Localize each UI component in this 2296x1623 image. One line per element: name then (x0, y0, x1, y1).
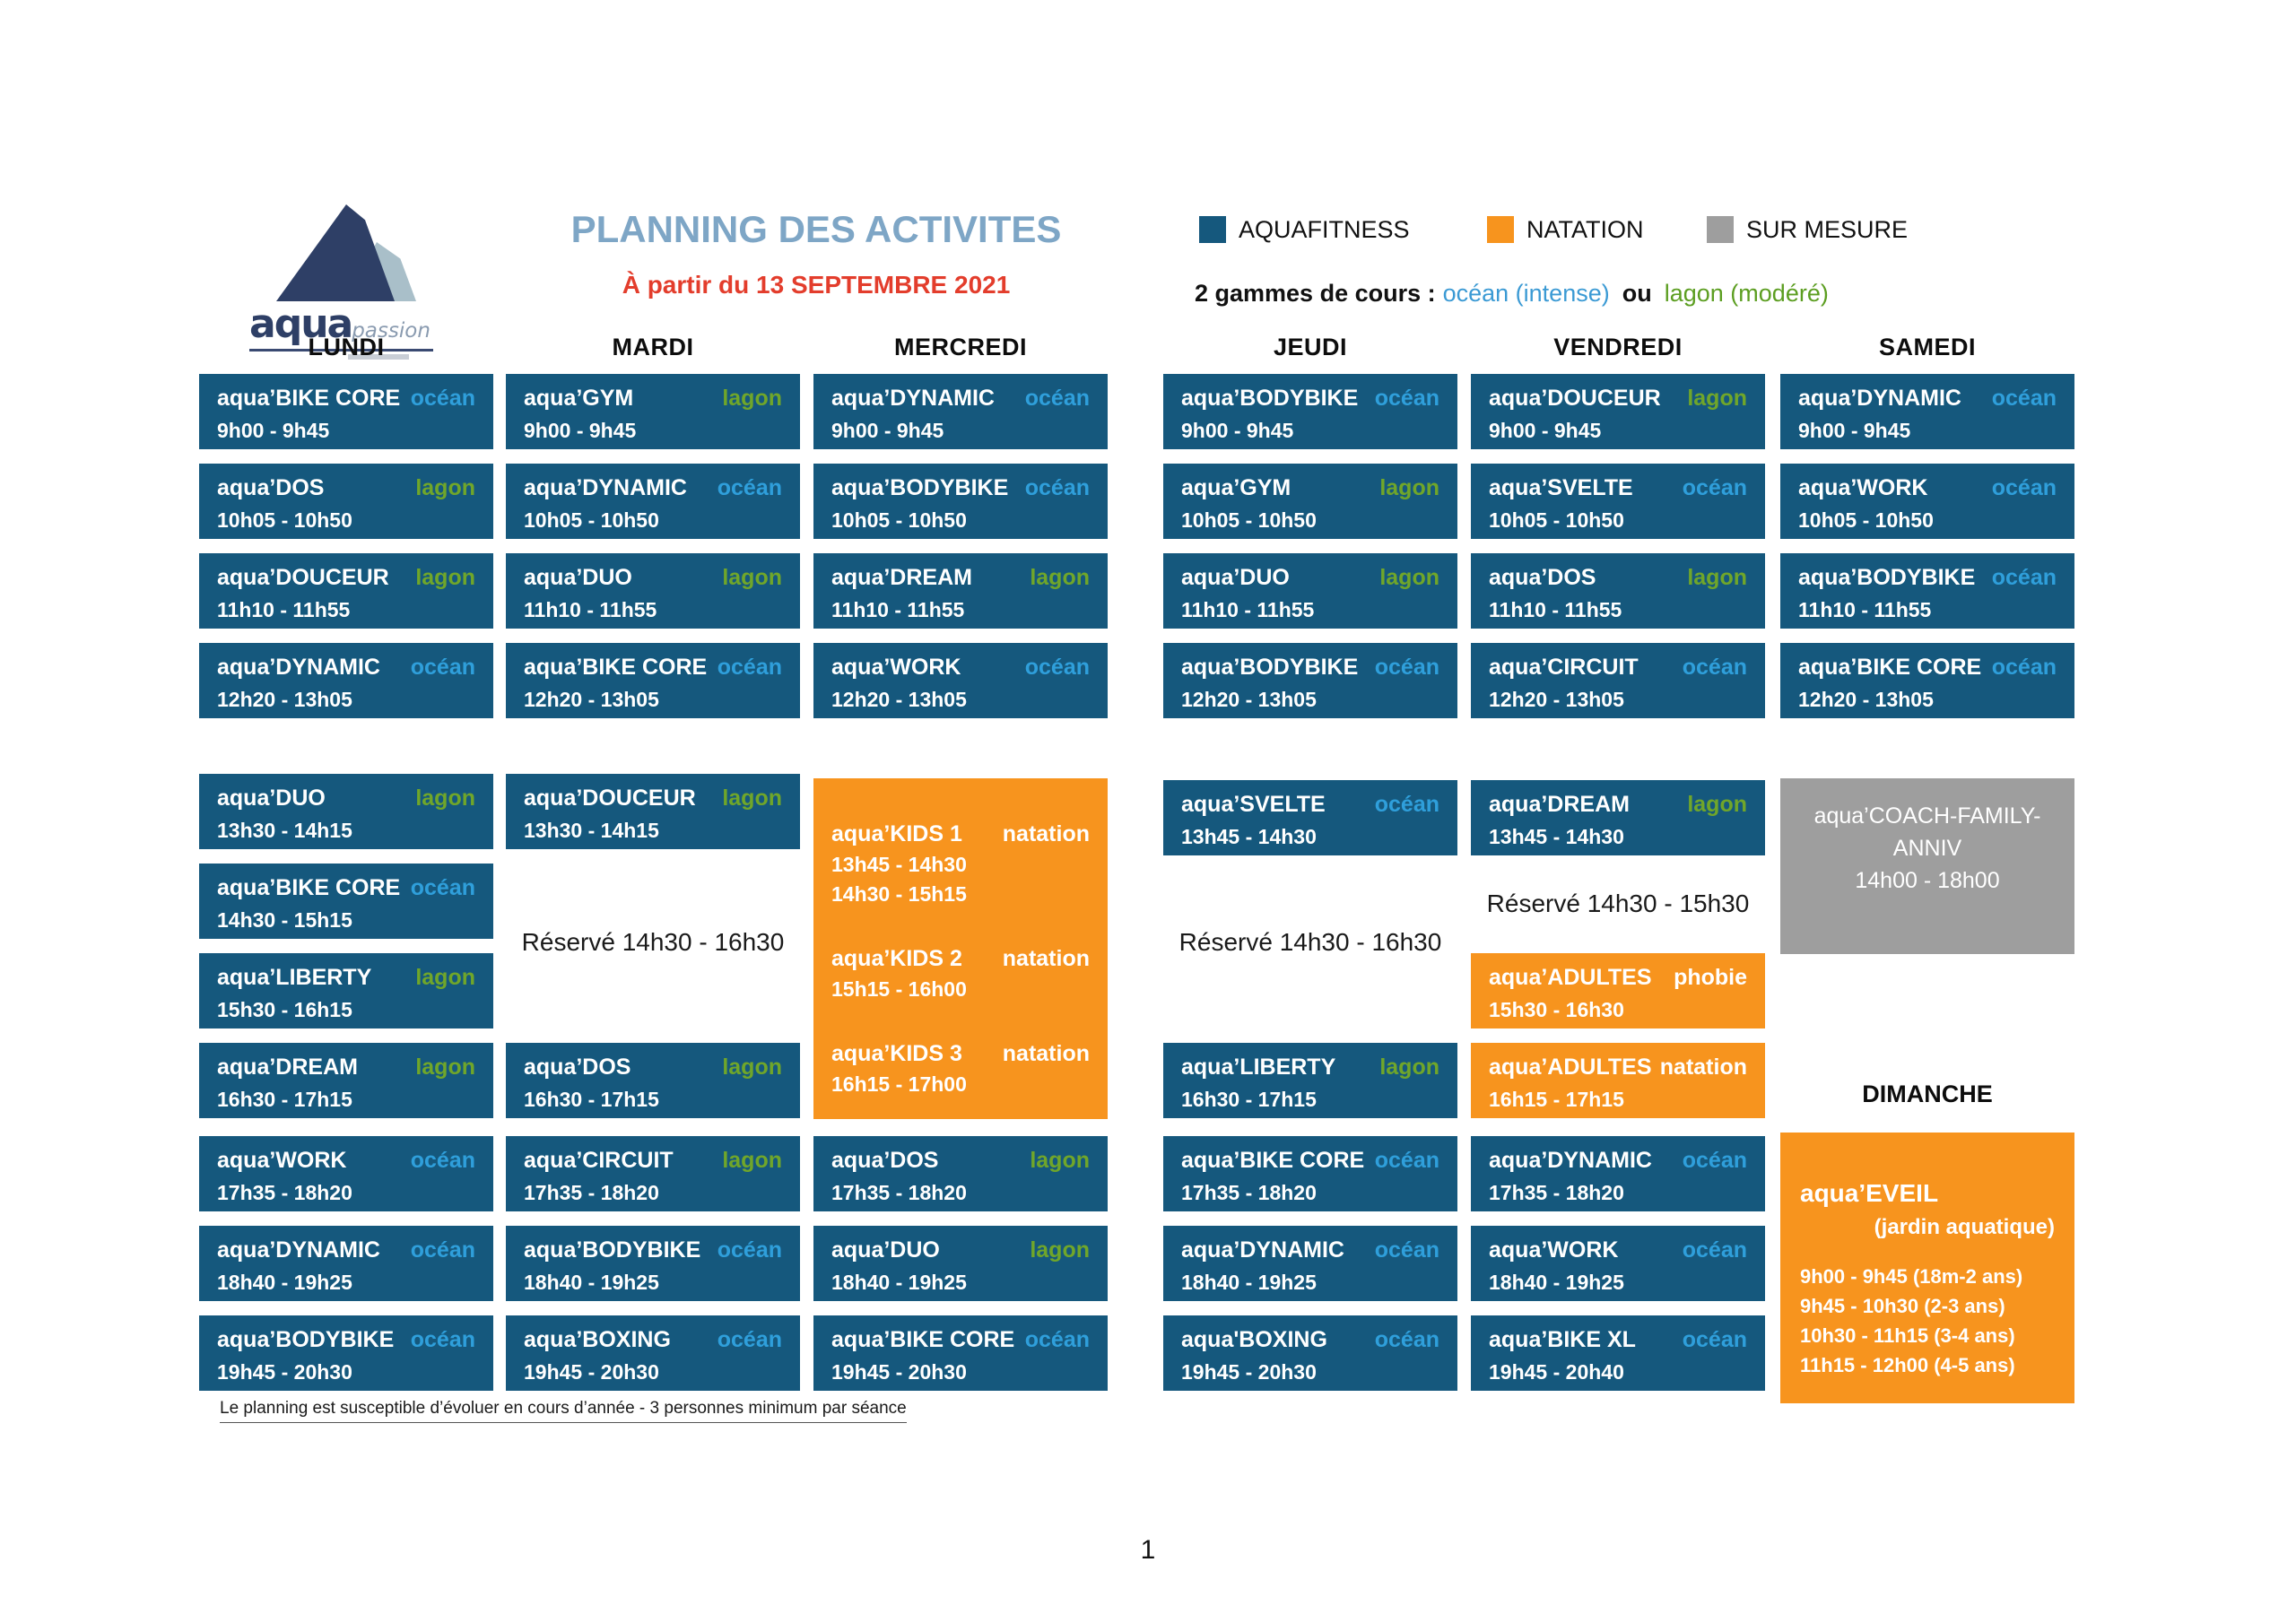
class-intensity-tag: océan (1991, 565, 2057, 590)
class-time: 13h45 - 14h30 (1181, 825, 1317, 848)
class-block (199, 1226, 493, 1301)
class-intensity-tag: océan (1024, 1327, 1090, 1352)
reserved-note: Réservé 14h30 - 16h30 (521, 928, 785, 956)
page-subtitle: À partir du 13 SEPTEMBRE 2021 (622, 271, 1011, 299)
class-block (506, 1226, 800, 1301)
class-name: aqua’LIBERTY (1181, 1055, 1336, 1080)
sur-mesure-color-swatch (1707, 216, 1734, 243)
class-time: 13h30 - 14h15 (524, 819, 659, 842)
legend-label: AQUAFITNESS (1239, 215, 1410, 243)
class-time: 16h15 - 17h15 (1489, 1088, 1624, 1111)
class-name: aqua’DREAM (217, 1055, 358, 1080)
class-name: aqua’KIDS 1 (831, 821, 962, 846)
class-name: aqua’BODYBIKE (1798, 565, 1976, 590)
class-name: aqua’WORK (1798, 475, 1928, 500)
class-time: 11h10 - 11h55 (524, 598, 657, 621)
class-name: aqua’BIKE CORE (217, 875, 401, 900)
class-name: aqua’BOXING (524, 1327, 671, 1352)
logo-wave-icon (265, 204, 431, 301)
class-block (506, 774, 800, 849)
day-header-dimanche: DIMANCHE (1862, 1081, 1993, 1107)
class-intensity-tag: océan (1024, 655, 1090, 680)
class-block (1163, 1043, 1457, 1118)
class-time: 11h10 - 11h55 (1798, 598, 1932, 621)
class-intensity-tag: océan (410, 1327, 475, 1352)
kids-entry (813, 1041, 1108, 1097)
class-time: 9h00 - 9h45 (18m-2 ans) (1800, 1265, 2023, 1288)
class-block (1471, 553, 1765, 629)
class-block (1780, 464, 2074, 539)
eveil-times (1800, 1262, 2055, 1380)
class-time: 13h45 - 14h30 (831, 853, 967, 876)
class-name: aqua’CIRCUIT (524, 1148, 674, 1173)
class-block (506, 1136, 800, 1211)
gammes-line (1195, 280, 1829, 308)
class-name: aqua’BODYBIKE (1181, 655, 1359, 680)
class-name: aqua’DUO (217, 785, 326, 811)
class-time: 12h20 - 13h05 (831, 688, 967, 711)
class-block (1471, 643, 1765, 718)
class-intensity-tag: lagon (1687, 386, 1747, 411)
class-intensity-tag: lagon (1030, 565, 1090, 590)
class-name: aqua’DYNAMIC (217, 655, 380, 680)
class-intensity-tag: lagon (415, 475, 475, 500)
aquafitness-color-swatch (1199, 216, 1226, 243)
gammes-prefix: 2 gammes de cours : (1195, 280, 1436, 307)
class-block (1163, 643, 1457, 718)
class-name: aqua’LIBERTY (217, 965, 372, 990)
class-intensity-tag: lagon (415, 565, 475, 590)
class-intensity-tag: lagon (722, 785, 782, 811)
class-time: 15h30 - 16h30 (1489, 998, 1624, 1021)
class-intensity-tag: océan (1374, 386, 1439, 411)
class-name: aqua’BIKE CORE (524, 655, 708, 680)
class-name: aqua’SVELTE (1181, 792, 1326, 817)
class-intensity-tag: lagon (722, 565, 782, 590)
class-block (506, 1315, 800, 1391)
class-block (1471, 1315, 1765, 1391)
day-header-lundi: LUNDI (308, 334, 385, 360)
eveil-block (1780, 1133, 2074, 1403)
class-intensity-tag: océan (1991, 475, 2057, 500)
class-intensity-tag: océan (1374, 792, 1439, 817)
class-block (199, 1315, 493, 1391)
class-name: aqua’DOS (217, 475, 325, 500)
class-block (1780, 553, 2074, 629)
class-intensity-tag: lagon (722, 1148, 782, 1173)
class-name: aqua’DOUCEUR (1489, 386, 1661, 411)
class-block (813, 1136, 1108, 1211)
class-name: aqua’DYNAMIC (217, 1237, 380, 1263)
class-time: 17h35 - 18h20 (524, 1181, 659, 1204)
class-block (813, 643, 1108, 718)
class-block (813, 1226, 1108, 1301)
class-intensity-tag: lagon (1030, 1237, 1090, 1263)
page-title: PLANNING DES ACTIVITES (570, 208, 1062, 250)
class-name: aqua’DREAM (831, 565, 972, 590)
day-header-mardi: MARDI (612, 334, 694, 360)
class-time: 11h10 - 11h55 (831, 598, 965, 621)
class-block (813, 464, 1108, 539)
class-block (199, 464, 493, 539)
class-time: 14h30 - 15h15 (217, 908, 352, 932)
class-time: 18h40 - 19h25 (524, 1271, 659, 1294)
class-time: 15h30 - 16h15 (217, 998, 352, 1021)
gammes-ocean: océan (intense) (1442, 280, 1610, 307)
class-name: aqua’ADULTES (1489, 965, 1652, 990)
class-name: aqua’BIKE CORE (1181, 1148, 1365, 1173)
legend-label: NATATION (1526, 215, 1644, 243)
class-time: 10h05 - 10h50 (524, 508, 659, 532)
class-time: 10h05 - 10h50 (1181, 508, 1317, 532)
day-header-jeudi: JEUDI (1273, 334, 1348, 360)
class-time: 18h40 - 19h25 (217, 1271, 352, 1294)
class-name: aqua’DUO (831, 1237, 940, 1263)
class-time: 17h35 - 18h20 (1181, 1181, 1317, 1204)
adultes-phobie-block (1471, 953, 1765, 1028)
class-name: aqua’EVEIL (1800, 1179, 1939, 1207)
class-intensity-tag: océan (1374, 1237, 1439, 1263)
class-time: 12h20 - 13h05 (1489, 688, 1624, 711)
class-intensity-tag: océan (410, 386, 475, 411)
class-intensity-tag: océan (1991, 386, 2057, 411)
class-name: aqua’DYNAMIC (1489, 1148, 1652, 1173)
legend-item-aquafitness (1199, 215, 1410, 244)
class-block (199, 643, 493, 718)
class-intensity-tag: océan (717, 475, 782, 500)
class-time: 11h10 - 11h55 (1489, 598, 1622, 621)
class-intensity-tag: océan (1682, 1237, 1747, 1263)
class-name: aqua’BIKE XL (1489, 1327, 1636, 1352)
class-intensity-tag: océan (410, 875, 475, 900)
logo-brand: aqua (249, 301, 352, 347)
class-block (813, 553, 1108, 629)
class-block (1471, 780, 1765, 855)
class-block (1471, 374, 1765, 449)
class-time: 19h45 - 20h30 (217, 1360, 352, 1384)
class-block (199, 374, 493, 449)
class-block (1163, 553, 1457, 629)
class-intensity-tag: océan (410, 1148, 475, 1173)
class-category-tag: natation (1002, 946, 1090, 971)
class-time: 12h20 - 13h05 (217, 688, 352, 711)
legend-item-natation (1487, 215, 1644, 244)
class-name: aqua’GYM (1181, 475, 1292, 500)
class-intensity-tag: océan (1374, 655, 1439, 680)
class-name: aqua’KIDS 3 (831, 1041, 962, 1066)
eveil-subtitle: (jardin aquatique) (1874, 1215, 2055, 1239)
class-block (1163, 374, 1457, 449)
class-name: aqua’DOS (831, 1148, 939, 1173)
class-time: 9h00 - 9h45 (1181, 419, 1294, 442)
class-block (199, 1136, 493, 1211)
class-block (506, 374, 800, 449)
class-time: 16h30 - 17h15 (1181, 1088, 1317, 1111)
class-intensity-tag: océan (1024, 386, 1090, 411)
class-time: 9h00 - 9h45 (217, 419, 330, 442)
kids-natation-block (813, 778, 1108, 1119)
class-time: 9h45 - 10h30 (2-3 ans) (1800, 1295, 2005, 1317)
class-intensity-tag: lagon (415, 965, 475, 990)
kids-entry (813, 821, 1108, 907)
coach-family-anniv-block (1780, 778, 2074, 954)
class-time: 10h05 - 10h50 (831, 508, 967, 532)
class-name: aqua’CIRCUIT (1489, 655, 1639, 680)
class-intensity-tag: lagon (1687, 565, 1747, 590)
class-time: 14h30 - 15h15 (831, 882, 967, 906)
coach-name: aqua’COACH-FAMILY-ANNIV (1813, 803, 2041, 861)
class-name: aqua’DUO (524, 565, 632, 590)
class-time: 10h05 - 10h50 (1798, 508, 1934, 532)
logo-brand-sub: passion (352, 319, 430, 343)
class-name: aqua’BODYBIKE (524, 1237, 701, 1263)
class-time: 19h45 - 20h30 (831, 1360, 967, 1384)
class-name: aqua’BIKE CORE (1798, 655, 1982, 680)
day-header-samedi: SAMEDI (1878, 334, 1976, 360)
class-block (1163, 780, 1457, 855)
class-time: 11h10 - 11h55 (217, 598, 351, 621)
class-name: aqua’WORK (831, 655, 961, 680)
class-intensity-tag: océan (1374, 1327, 1439, 1352)
class-name: aqua’GYM (524, 386, 634, 411)
class-name: aqua’BODYBIKE (831, 475, 1009, 500)
class-intensity-tag: lagon (722, 386, 782, 411)
class-time: 16h30 - 17h15 (524, 1088, 659, 1111)
class-name: aqua’DYNAMIC (1798, 386, 1961, 411)
class-time: 9h00 - 9h45 (1798, 419, 1911, 442)
class-intensity-tag: océan (410, 1237, 475, 1263)
class-intensity-tag: océan (1991, 655, 2057, 680)
class-time: 18h40 - 19h25 (1489, 1271, 1624, 1294)
class-name: aqua’DOUCEUR (524, 785, 696, 811)
class-name: aqua’DOUCEUR (217, 565, 389, 590)
kids-entry (813, 946, 1108, 1002)
class-time: 10h30 - 11h15 (3-4 ans) (1800, 1324, 2015, 1347)
class-time: 18h40 - 19h25 (831, 1271, 967, 1294)
day-header-mercredi: MERCREDI (893, 334, 1027, 360)
class-block (1471, 1226, 1765, 1301)
class-intensity-tag: lagon (1030, 1148, 1090, 1173)
class-time: 16h15 - 17h00 (831, 1072, 967, 1096)
class-name: aqua’WORK (1489, 1237, 1619, 1263)
page-number: 1 (1140, 1535, 1156, 1565)
class-category-tag: natation (1659, 1055, 1747, 1080)
class-time: 11h15 - 12h00 (4-5 ans) (1800, 1354, 2015, 1376)
class-intensity-tag: océan (717, 1327, 782, 1352)
class-intensity-tag: océan (717, 655, 782, 680)
class-block (1163, 464, 1457, 539)
class-time: 10h05 - 10h50 (217, 508, 352, 532)
class-time: 13h30 - 14h15 (217, 819, 352, 842)
coach-time: 14h00 - 18h00 (1855, 868, 2000, 893)
class-block (1780, 643, 2074, 718)
gammes-ou: ou (1622, 280, 1652, 307)
class-name: aqua’DYNAMIC (1181, 1237, 1344, 1263)
reserved-note: Réservé 14h30 - 15h30 (1486, 890, 1750, 917)
class-time: 18h40 - 19h25 (1181, 1271, 1317, 1294)
class-block (199, 553, 493, 629)
class-time: 10h05 - 10h50 (1489, 508, 1624, 532)
class-time: 19h45 - 20h30 (524, 1360, 659, 1384)
class-intensity-tag: océan (1374, 1148, 1439, 1173)
class-name: aqua’DUO (1181, 565, 1290, 590)
class-name: aqua’WORK (217, 1148, 347, 1173)
class-time: 12h20 - 13h05 (1181, 688, 1317, 711)
class-block (199, 953, 493, 1028)
class-name: aqua’DYNAMIC (524, 475, 687, 500)
class-time: 9h00 - 9h45 (524, 419, 637, 442)
class-block (506, 643, 800, 718)
class-intensity-tag: océan (717, 1237, 782, 1263)
class-intensity-tag: lagon (1379, 565, 1439, 590)
class-block (199, 1043, 493, 1118)
class-name: aqua’BIKE CORE (831, 1327, 1015, 1352)
class-name: aqua’KIDS 2 (831, 946, 962, 971)
day-header-vendredi: VENDREDI (1553, 334, 1683, 360)
class-intensity-tag: lagon (722, 1055, 782, 1080)
reserved-note: Réservé 14h30 - 16h30 (1178, 928, 1442, 956)
class-time: 16h30 - 17h15 (217, 1088, 352, 1111)
class-name: aqua’BIKE CORE (217, 386, 401, 411)
class-intensity-tag: lagon (1687, 792, 1747, 817)
legend-item-sur-mesure (1707, 215, 1908, 244)
class-name: aqua'BOXING (1181, 1327, 1327, 1352)
class-block (1163, 1226, 1457, 1301)
class-intensity-tag: océan (1024, 475, 1090, 500)
legend-label: SUR MESURE (1746, 215, 1909, 243)
class-block (813, 1315, 1108, 1391)
class-category-tag: phobie (1674, 965, 1747, 990)
class-block (1163, 1315, 1457, 1391)
class-block (506, 553, 800, 629)
class-category-tag: natation (1002, 1041, 1090, 1066)
class-intensity-tag: lagon (415, 785, 475, 811)
class-time: 12h20 - 13h05 (1798, 688, 1934, 711)
class-block (199, 774, 493, 849)
footer-note: Le planning est susceptible d’évoluer en cours d’année - 3 personnes minimum par séance (220, 1399, 907, 1423)
class-block (199, 864, 493, 939)
adultes-natation-block (1471, 1043, 1765, 1118)
class-time: 15h15 - 16h00 (831, 977, 967, 1001)
class-block (506, 1043, 800, 1118)
class-time: 17h35 - 18h20 (217, 1181, 352, 1204)
class-name: aqua’DOS (524, 1055, 631, 1080)
class-intensity-tag: lagon (415, 1055, 475, 1080)
class-time: 17h35 - 18h20 (831, 1181, 967, 1204)
class-time: 12h20 - 13h05 (524, 688, 659, 711)
class-name: aqua’BODYBIKE (217, 1327, 395, 1352)
class-category-tag: natation (1002, 821, 1090, 846)
class-name: aqua’DYNAMIC (831, 386, 995, 411)
class-name: aqua’DOS (1489, 565, 1596, 590)
class-block (1471, 1136, 1765, 1211)
class-block (813, 374, 1108, 449)
class-intensity-tag: océan (1682, 1148, 1747, 1173)
class-intensity-tag: océan (1682, 655, 1747, 680)
class-name: aqua’SVELTE (1489, 475, 1633, 500)
class-name: aqua’ADULTES (1489, 1055, 1652, 1080)
gammes-lagon: lagon (modéré) (1664, 280, 1829, 307)
class-block (1471, 464, 1765, 539)
class-intensity-tag: océan (1682, 1327, 1747, 1352)
class-time: 19h45 - 20h30 (1181, 1360, 1317, 1384)
class-name: aqua’BODYBIKE (1181, 386, 1359, 411)
class-block (1163, 1136, 1457, 1211)
class-block (1780, 374, 2074, 449)
class-intensity-tag: océan (410, 655, 475, 680)
class-intensity-tag: lagon (1379, 475, 1439, 500)
class-time: 19h45 - 20h40 (1489, 1360, 1624, 1384)
class-time: 9h00 - 9h45 (831, 419, 944, 442)
class-time: 17h35 - 18h20 (1489, 1181, 1624, 1204)
class-intensity-tag: océan (1682, 475, 1747, 500)
class-name: aqua’DREAM (1489, 792, 1630, 817)
class-time: 11h10 - 11h55 (1181, 598, 1315, 621)
class-time: 9h00 - 9h45 (1489, 419, 1602, 442)
natation-color-swatch (1487, 216, 1514, 243)
class-block (506, 464, 800, 539)
class-intensity-tag: lagon (1379, 1055, 1439, 1080)
class-time: 13h45 - 14h30 (1489, 825, 1624, 848)
